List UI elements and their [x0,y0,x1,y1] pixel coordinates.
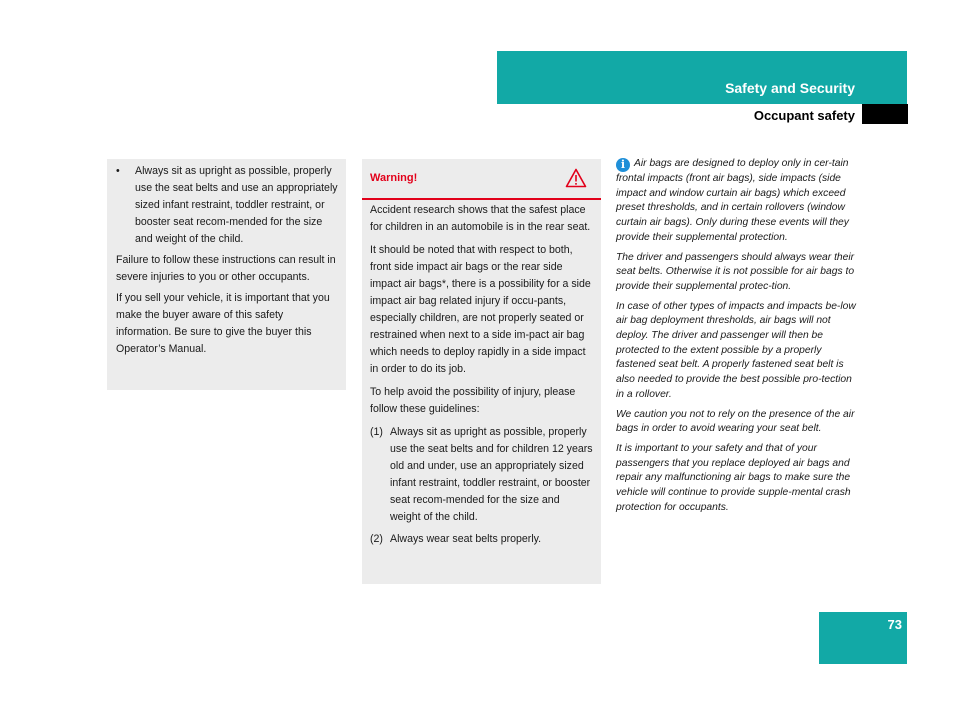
info-icon: i [616,158,630,172]
paragraph: Failure to follow these instructions can result in severe injuries to you or other occupants. [116,254,336,283]
warning-paragraph: To help avoid the possibility of injury, please follow these guidelines: [370,386,576,415]
paragraph: If you sell your vehicle, it is important that you make the buyer aware of this safety information. Be sure to give the buyer this Operator’s Manual. [116,292,330,355]
left-text-box [107,159,346,390]
bullet-dot: • [116,165,120,177]
warning-paragraph: It should be noted that with respect to both, front side impact air bags or the rear side impact air bags*, there is a possibility for a side impact air bag related injury if occu-pants, especially children, are not properly seated or restrained when next to a side im-pact air bag which needs to deploy rapidly in a side impact in order to do its job. [370,244,591,375]
info-text: Air bags are designed to deploy only in cer-tain frontal impacts (front air bags), side impacts (side impact and window curtain air bags) which exceed preset thresholds, and in certain rollovers (window curtain air bags). Only during these events will they provide their supplemental protection. [616,158,849,243]
guideline-text: Always sit as upright as possible, properly use the seat belts and for children 12 years old and under, use an appropriately sized infant restraint, toddler restraint, or booster seat recom-mended for the size and weight of the child. [390,426,593,523]
subsection-title: Occupant safety [753,108,855,123]
bullet-text: Always sit as upright as possible, properly use the seat belts and use an appropriately sized infant restraint, toddler restraint, or booster seat recom-mended for the size and weight of the child. [135,165,338,245]
bullet-item [116,163,338,248]
warning-body [362,200,601,548]
guideline-number: (1) [370,426,383,438]
section-title: Safety and Security [725,80,855,96]
guideline-number: (2) [370,533,383,545]
warning-label: Warning! [370,172,418,184]
chapter-tab-marker [862,104,908,124]
warning-triangle-icon [565,168,587,188]
info-paragraph: In case of other types of impacts and impacts be-low air bag deployment thresholds, air bags will not deploy. The driver and passenger will then be protected to the extent possible by a properly fastened seat belt. A properly fastened seat belt is also needed to provide the best possible pro-tection in a rollover. [616,300,856,400]
info-paragraph: It is important to your safety and that of your passengers that you replace deployed air bags and repair any malfunctioning air bags to make sure the vehicle will continue to provide supple-mental crash protection for occupants. [616,442,851,513]
warning-header [362,159,601,200]
warning-box [362,159,601,584]
header-band [497,51,907,104]
info-paragraph [616,157,859,246]
warning-paragraph: Accident research shows that the safest place for children in an automobile is in the rear seat. [370,204,591,233]
page-number: 73 [887,617,902,632]
guideline-item [370,424,593,526]
info-paragraph: The driver and passengers should always wear their seat belts. Otherwise it is not possible for air bags to provide their supplemental protec-tion. [616,251,855,292]
guideline-item [370,531,593,548]
guideline-text: Always wear seat belts properly. [390,533,542,545]
info-paragraph: We caution you not to rely on the presence of the air bags in order to avoid wearing your seat belt. [616,408,855,435]
info-column [616,157,859,520]
